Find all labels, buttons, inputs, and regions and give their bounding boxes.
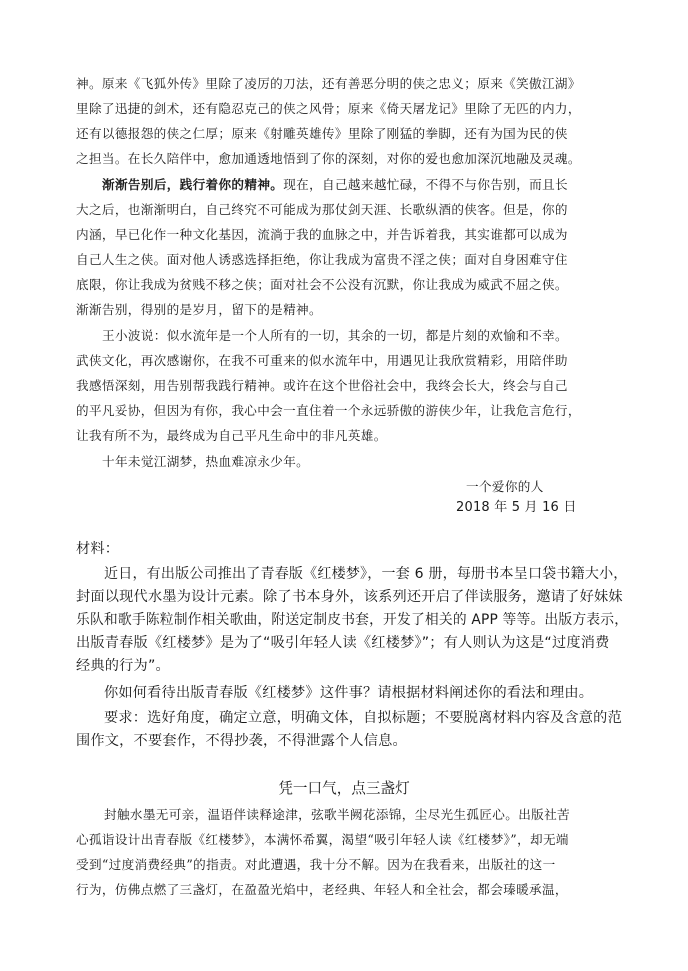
material-requirement-line-2: 围作文，不要套作，不得抄袭，不得泄露个人信息。 bbox=[76, 733, 407, 749]
essay1-p1-line-1: 神。原来《飞狐外传》里除了凌厉的刀法，还有善恶分明的侠之忠义；原来《笑傲江湖》 bbox=[76, 76, 581, 91]
essay2-p1-line-3: 受到“过度消费经典”的指责。对此遭遇，我十分不解。因为在我看来，出版社的这一 bbox=[76, 857, 556, 872]
essay1-p2-bold-lead: 渐渐告别后，践行着你的精神。 bbox=[102, 177, 284, 192]
essay1-date: 2018 年 5 月 16 日 bbox=[456, 500, 577, 515]
material-p1-line-4: 出版青春版《红楼梦》是为了“吸引年轻人读《红楼梦》”；有人则认为这是“过度消费 bbox=[76, 635, 610, 651]
essay1-p3-line-1: 王小波说：似水流年是一个人所有的一切，其余的一切，都是片刻的欢愉和不幸。 bbox=[102, 328, 568, 343]
essay2-p1-line-1: 封触水墨无可亲，温语伴读释途津，弦歌半阙花添锦，尘尽光生孤匠心。出版社苦 bbox=[104, 807, 570, 822]
essay1-p3-line-2: 武侠文化，再次感谢你，在我不可重来的似水流年中，用遇见让我欣赏精彩，用陪伴助 bbox=[76, 353, 568, 368]
material-question: 你如何看待出版青春版《红楼梦》这件事？请根据材料阐述你的看法和理由。 bbox=[104, 685, 594, 701]
material-requirement-line-1: 要求：选好角度，确定立意，明确文体，自拟标题；不要脱离材料内容及含意的范 bbox=[104, 710, 622, 726]
essay1-p2-first-rest: 现在，自己越来越忙碌，不得不与你告别，而且长 bbox=[283, 177, 568, 192]
essay1-p1-line-3: 还有以德报怨的侠之仁厚；原来《射雕英雄传》里除了刚猛的拳脚，还有为国为民的侠 bbox=[76, 126, 568, 141]
essay1-p2-line-2: 大之后，也渐渐明白，自己终究不可能成为那仗剑天涯、长歌纵酒的侠客。但是，你的 bbox=[76, 202, 568, 217]
material-p1-line-3: 乐队和歌手陈粒制作相关歌曲，附送定制皮书套，开发了相关的 APP 等等。出版方表示， bbox=[76, 612, 629, 628]
essay1-signature: 一个爱你的人 bbox=[466, 479, 544, 494]
material-p1-line-2: 封面以现代水墨为设计元素。除了书本身外，该系列还开启了伴读服务，邀请了好妹妹 bbox=[76, 589, 623, 605]
material-label: 材料： bbox=[76, 541, 120, 557]
essay1-p2-line-6: 渐渐告别，得别的是岁月，留下的是精神。 bbox=[76, 302, 322, 317]
essay1-p3-line-4: 的平凡妥协，但因为有你，我心中会一直住着一个永远骄傲的游侠少年，让我危言危行， bbox=[76, 403, 581, 418]
essay1-p1-line-4: 之担当。在长久陪伴中，愈加通透地悟到了你的深刻，对你的爱也愈加深沉地融及灵魂。 bbox=[76, 151, 581, 166]
essay1-p3-line-5: 让我有所不为，最终成为自己平凡生命中的非凡英雄。 bbox=[76, 428, 387, 443]
essay1-p2-first-line bbox=[102, 174, 568, 193]
essay2-title: 凭一口气，点三盏灯 bbox=[278, 780, 410, 797]
essay1-p2-line-3: 内涵，早已化作一种文化基因，流淌于我的血脉之中，并告诉着我，其实谁都可以成为 bbox=[76, 227, 568, 242]
essay1-p2-line-4: 自己人生之侠。面对他人诱惑选择拒绝，你让我成为富贵不淫之侠；面对自身困难守住 bbox=[76, 252, 568, 267]
essay1-p3-line-3: 我感悟深刻，用告别帮我践行精神。或许在这个世俗社会中，我终会长大，终会与自己 bbox=[76, 378, 568, 393]
material-p1-line-1: 近日，有出版公司推出了青春版《红楼梦》，一套 6 册，每册书本呈口袋书籍大小， bbox=[104, 566, 628, 582]
essay1-p2-line-5: 底限，你让我成为贫贱不移之侠；面对社会不公没有沉默，你让我成为威武不屈之侠。 bbox=[76, 277, 568, 292]
essay2-p1-line-4: 行为，仿佛点燃了三盏灯，在盈盈光焰中，老经典、年轻人和全社会，都会瑧暖承温， bbox=[76, 882, 568, 897]
essay1-p1-line-2: 里除了迅捷的剑术，还有隐忍克己的侠之风骨；原来《倚天屠龙记》里除了无匹的内力， bbox=[76, 101, 581, 116]
essay1-closing-line: 十年未觉江湖梦，热血难凉永少年。 bbox=[102, 454, 310, 469]
material-p1-line-5: 经典的行为”。 bbox=[76, 658, 170, 674]
essay2-p1-line-2: 心孤诣设计出青春版《红楼梦》，本满怀希翼，渴望“吸引年轻人读《红楼梦》”，却无端 bbox=[76, 832, 569, 847]
